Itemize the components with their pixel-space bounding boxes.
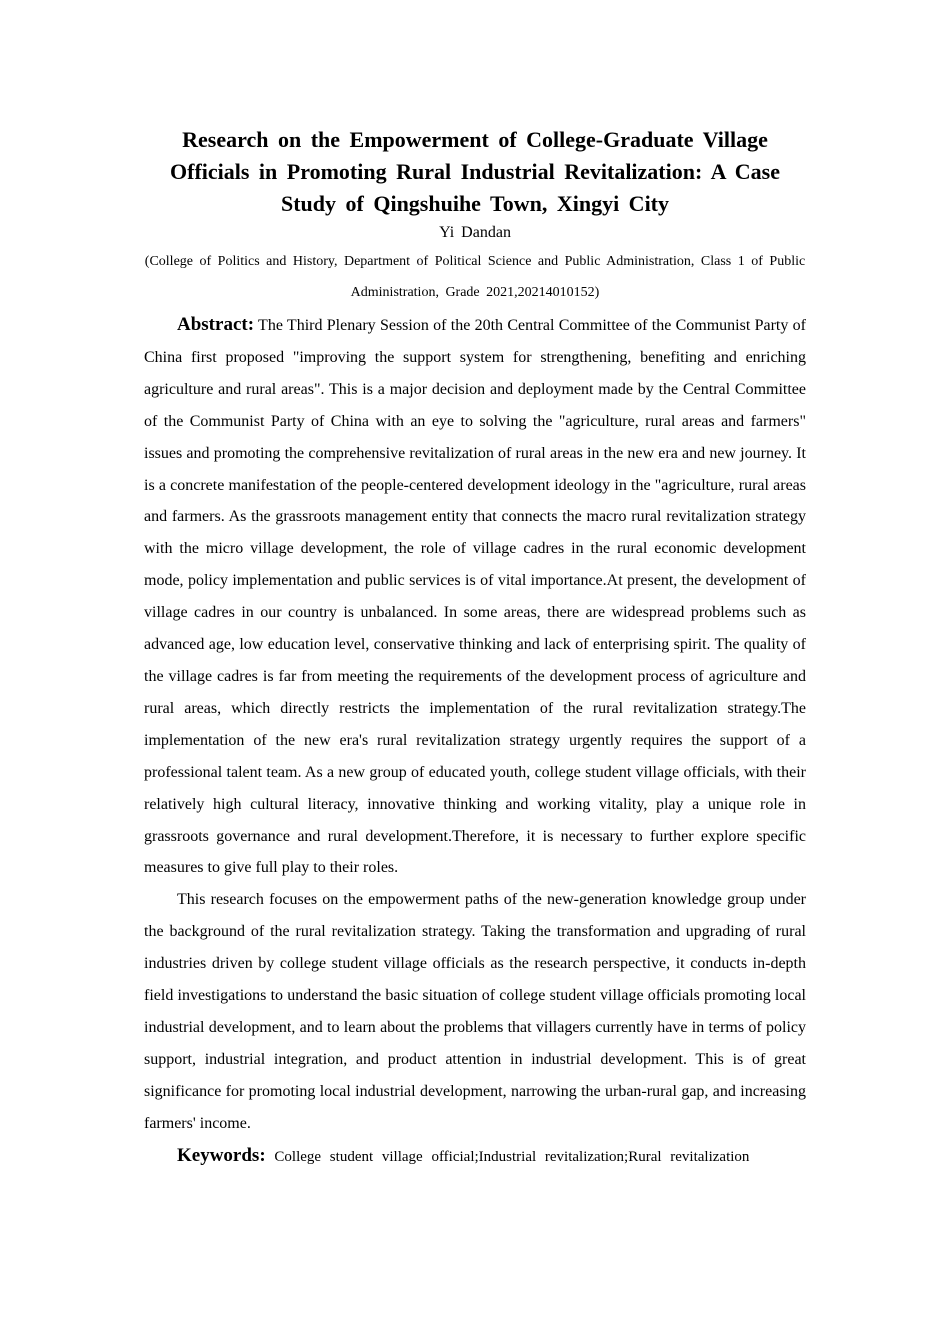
abstract-paragraph-2: This research focuses on the empowerment paths of the new-generation knowledge group under the background of the rural revitalization strategy. Taking the transformation and upgrading of rural industries driven by college student village officials as the research perspective, it conducts in-depth field investigations to understand the basic situation of college student village officials promoting local industrial development, and to learn about the problems that villagers currently have in terms of policy support, industrial integration, and product attention in industrial development. This is of great significance for promoting local industrial development, narrowing the urban-rural gap, and increasing farmers' income. [144,891,806,1132]
paper-title: Research on the Empowerment of College-Graduate Village Officials in Promoting Rural Industrial Revitalization: A Case Study of Qingshuihe Town, Xingyi City [170,127,780,216]
abstract-paragraph-1 [144,309,806,884]
keywords-text: College student village official;Industrial revitalization;Rural revitalization [274,1148,750,1165]
abstract-label: Abstract: [177,314,255,335]
abstract-section [144,309,806,1140]
author-affiliation: (College of Politics and History, Department of Political Science and Public Administration, Class 1 of Public Administration, Grade 2021,20214010152) [144,254,806,300]
paper-body [144,124,806,1173]
abstract-text-1: The Third Plenary Session of the 20th Central Committee of the Communist Party of China first proposed "improving the support system for strengthening, benefiting and enriching agriculture and rural areas". This is a major decision and deployment made by the Central Committee of the Communist Party of China with an eye to solving the "agriculture, rural areas and farmers" issues and promoting the comprehensive revitalization of rural areas in the new era and new journey. It is a concrete manifestation of the people-centered development ideology in the "agriculture, rural areas and farmers. As the grassroots management entity that connects the macro rural revitalization strategy with the micro village development, the role of village cadres in the rural economic development mode, policy implementation and public services is of vital importance.At present, the development of village cadres in our country is unbalanced. In some areas, there are widespread problems such as advanced age, low education level, conservative thinking and lack of enterprising spirit. The quality of the village cadres is far from meeting the requirements of the development process of agriculture and rural areas, which directly restricts the implementation of the rural revitalization strategy.The implementation of the new era's rural revitalization strategy urgently requires the support of a professional talent team. As a new group of educated youth, college student village officials, with their relatively high cultural literacy, innovative thinking and working vitality, play a unique role in grassroots governance and rural development.Therefore, it is necessary to further explore specific measures to give full play to their roles. [144,317,806,877]
paper-author: Yi Dandan [439,224,511,241]
keywords-section [144,1140,806,1173]
keywords-label: Keywords: [177,1144,266,1166]
